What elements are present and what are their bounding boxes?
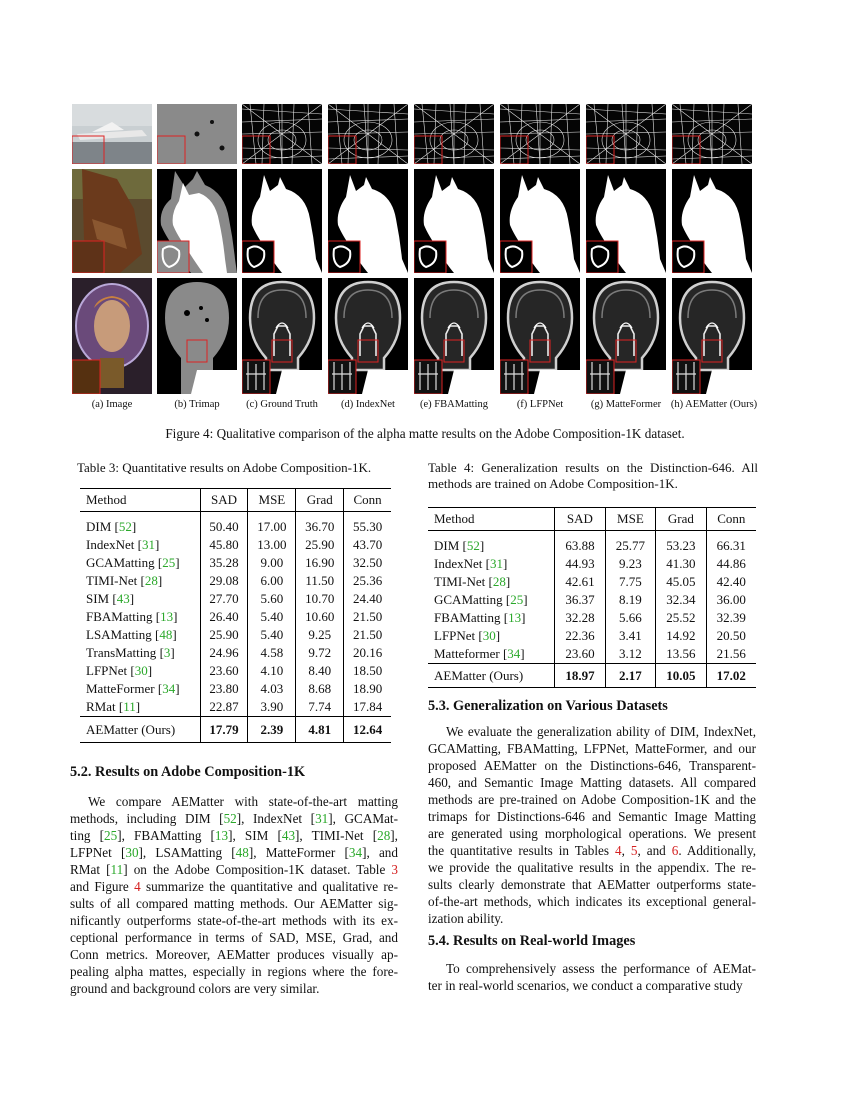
- table-cell-sad: 35.28: [200, 554, 248, 572]
- table-cell-grad: 16.90: [296, 554, 344, 572]
- table-cell-mse: 4.03: [248, 680, 296, 698]
- table-cell-conn: 24.40: [344, 590, 391, 608]
- table-cell-conn: 25.36: [344, 572, 391, 590]
- figure-column-caption: (g) MatteFormer: [590, 399, 662, 410]
- table-cell-method: FBAMatting [13]: [434, 610, 526, 625]
- table-4: [428, 507, 756, 688]
- table-cell-conn: 20.50: [706, 627, 756, 645]
- text-fragment: We evaluate the generalization ability of DIM, IndexNet,: [446, 724, 756, 739]
- method-name: TIMI-Net: [434, 574, 486, 589]
- citation-link[interactable]: 34: [162, 681, 176, 696]
- citation-link[interactable]: 13: [214, 828, 229, 843]
- text-line: [428, 723, 756, 740]
- matte-horse-lfpnet: [500, 169, 580, 273]
- text-line: [428, 977, 756, 994]
- table-header: Method: [434, 511, 475, 526]
- table-cell-conn: 12.64: [352, 721, 383, 737]
- table-header: MSE: [248, 489, 296, 512]
- table-cell-method: LFPNet [30]: [434, 628, 501, 643]
- table-cell-mse: 6.00: [248, 572, 296, 590]
- section-5-4-title: 5.4. Results on Real-world Images: [428, 933, 636, 949]
- text-fragment: To comprehensively assess the performance of AEMat-: [446, 961, 756, 976]
- text-fragment: ],: [390, 828, 398, 843]
- citation-link[interactable]: 25: [162, 555, 176, 570]
- method-name: IndexNet: [86, 537, 135, 552]
- table-header: Conn: [344, 489, 391, 512]
- text-fragment: We compare AEMatter with state-of-the-art matting: [88, 794, 398, 809]
- text-fragment: LFPNet [: [70, 845, 126, 860]
- method-name: IndexNet: [434, 556, 483, 571]
- table-cell-conn: 21.50: [344, 608, 391, 626]
- table-header: SAD: [200, 489, 248, 512]
- figure-column-caption: (h) AEMatter (Ours): [670, 399, 758, 410]
- text-line: [70, 844, 398, 861]
- table-cell-mse: 7.75: [605, 573, 655, 591]
- table-3: [80, 488, 391, 743]
- method-name: TIMI-Net: [86, 573, 138, 588]
- section-5-2-body: [70, 793, 398, 997]
- matte-horse-fbamatting: [414, 169, 494, 273]
- text-line: [428, 960, 756, 977]
- text-fragment: ceptional performance in terms of SAD, MSE, Grad, and: [70, 930, 398, 945]
- citation-link[interactable]: 48: [235, 845, 249, 860]
- table-cell-method: TIMI-Net [28]: [86, 573, 163, 588]
- table-cell-mse: 4.10: [248, 662, 296, 680]
- text-fragment: of-the-art methods, which indicates its exceptional general-: [428, 894, 756, 909]
- table-cell-method: LFPNet [30]: [86, 663, 153, 678]
- table-cell-mse: 13.00: [248, 536, 296, 554]
- table-cell-method: LSAMatting [48]: [86, 627, 177, 642]
- table-cell-sad: 26.40: [200, 608, 248, 626]
- method-name: TransMatting: [86, 645, 157, 660]
- table-cell-method: SIM [43]: [86, 591, 135, 606]
- table-cell-grad: 9.72: [296, 644, 344, 662]
- table-header: SAD: [555, 508, 605, 531]
- method-name: MatteFormer: [86, 681, 155, 696]
- table-row: [80, 626, 391, 644]
- trimap-web: [157, 104, 237, 164]
- text-fragment: ting [: [70, 828, 105, 843]
- table-cell-conn: 32.39: [706, 609, 756, 627]
- text-fragment: 460, and Semantic Image Matting datasets. All compared: [428, 775, 756, 790]
- citation-link[interactable]: 28: [377, 828, 391, 843]
- method-name: LSAMatting: [86, 627, 152, 642]
- matte-bulb-ground-truth: [242, 278, 322, 394]
- text-fragment: , and: [637, 843, 672, 858]
- table-cell-method: GCAMatting [25]: [434, 592, 528, 607]
- figure-column-caption: (c) Ground Truth: [246, 399, 318, 410]
- text-line: [428, 791, 756, 808]
- table-cell-sad: 45.80: [200, 536, 248, 554]
- text-line: [70, 946, 398, 963]
- text-line: [70, 963, 398, 980]
- matte-web-lfpnet: [500, 104, 580, 164]
- table-cell-grad: 9.25: [296, 626, 344, 644]
- table-cell-mse: 4.58: [248, 644, 296, 662]
- method-name: Matteformer: [434, 646, 500, 661]
- table-cell-conn: 43.70: [344, 536, 391, 554]
- table-cell-sad: 27.70: [200, 590, 248, 608]
- table-cell-mse: 9.00: [248, 554, 296, 572]
- table-cell-sad: 44.93: [555, 555, 605, 573]
- method-name: DIM: [86, 519, 112, 534]
- table-row-ours: [80, 717, 391, 743]
- method-name: FBAMatting: [434, 610, 501, 625]
- citation-link[interactable]: 48: [159, 627, 173, 642]
- table-cell-sad: 18.97: [565, 667, 595, 683]
- text-fragment: we provide the qualitative results in the appendix. The re-: [428, 860, 756, 875]
- table-cell-grad: 36.70: [296, 512, 344, 537]
- table-cell-conn: 21.56: [706, 645, 756, 664]
- text-line: [70, 827, 398, 844]
- text-fragment: RMat [: [70, 862, 111, 877]
- text-fragment: nificantly outperforms state-of-the-art methods with its ex-: [70, 913, 398, 928]
- table-header: Grad: [656, 508, 706, 531]
- section-5-2-title: 5.2. Results on Adobe Composition-1K: [70, 764, 306, 780]
- table-cell-sad: 22.36: [555, 627, 605, 645]
- table-cell-grad: 25.90: [296, 536, 344, 554]
- table-cell-sad: 42.61: [555, 573, 605, 591]
- table-cell-conn: 42.40: [706, 573, 756, 591]
- citation-link[interactable]: 34: [348, 845, 363, 860]
- table-cell-grad: 53.23: [656, 531, 706, 556]
- text-fragment: . Additionally,: [678, 843, 756, 858]
- table-cell-mse: 5.40: [248, 626, 296, 644]
- table-row: [80, 698, 391, 717]
- table-cell-sad: 25.90: [200, 626, 248, 644]
- text-fragment: Conn metrics. Moreover, AEMatter produces visually ap-: [70, 947, 398, 962]
- table-cell-conn: 20.16: [344, 644, 391, 662]
- text-fragment: ], SIM [: [228, 828, 282, 843]
- section-5-3-body: [428, 723, 756, 927]
- text-fragment: ] on the Adobe Composition-1K dataset. Table: [123, 862, 392, 877]
- table-cell-sad: 17.79: [209, 721, 239, 737]
- table-row: [428, 627, 756, 645]
- text-fragment: methods, including DIM [: [70, 811, 224, 826]
- table-cell-conn: 66.31: [706, 531, 756, 556]
- text-fragment: GCAMatting, FBAMatting, LFPNet, MatteFormer, and our: [428, 741, 756, 756]
- table-row: [428, 591, 756, 609]
- table-cell-mse: 5.60: [248, 590, 296, 608]
- citation-link[interactable]: 34: [507, 646, 521, 661]
- citation-link[interactable]: 25: [510, 592, 524, 607]
- text-line: [70, 861, 398, 878]
- matte-bulb-aematter: [672, 278, 752, 394]
- text-line: [428, 859, 756, 876]
- table-header: Grad: [296, 489, 344, 512]
- citation-link[interactable]: 30: [125, 845, 139, 860]
- table-cell-conn: 32.50: [344, 554, 391, 572]
- text-line: [70, 895, 398, 912]
- table-cell-mse: 9.23: [605, 555, 655, 573]
- text-line: [428, 774, 756, 791]
- citation-link[interactable]: 13: [508, 610, 522, 625]
- table-cell-mse: 5.40: [248, 608, 296, 626]
- table-cell-grad: 32.34: [656, 591, 706, 609]
- table-cell-mse: 5.66: [605, 609, 655, 627]
- citation-link[interactable]: 31: [141, 537, 155, 552]
- table-cell-conn: 44.86: [706, 555, 756, 573]
- cross-reference-link[interactable]: 6: [671, 843, 679, 858]
- cross-reference-link[interactable]: 5: [630, 843, 638, 858]
- figure-column-caption: (d) IndexNet: [341, 399, 395, 410]
- citation-link[interactable]: 52: [466, 538, 480, 553]
- table-cell-method: AEMatter (Ours): [434, 667, 524, 683]
- citation-link[interactable]: 11: [123, 699, 136, 714]
- table-cell-mse: 8.19: [605, 591, 655, 609]
- text-fragment: summarize the quantitative and qualitative re-: [140, 879, 398, 894]
- text-fragment: ground and background colors are very similar.: [70, 981, 320, 996]
- table-cell-sad: 29.08: [200, 572, 248, 590]
- matte-bulb-fbamatting: [414, 278, 494, 394]
- citation-link[interactable]: 13: [160, 609, 174, 624]
- table-cell-grad: 8.68: [296, 680, 344, 698]
- section-5-4-body: [428, 960, 756, 994]
- table-cell-sad: 23.60: [200, 662, 248, 680]
- table-row: [80, 608, 391, 626]
- text-fragment: ,: [621, 843, 631, 858]
- table-cell-mse: 3.12: [605, 645, 655, 664]
- matte-web-ground-truth: [242, 104, 322, 164]
- table-header: Method: [86, 492, 127, 507]
- matte-web-aematter: [672, 104, 752, 164]
- table-row: [428, 645, 756, 664]
- citation-link[interactable]: 43: [116, 591, 130, 606]
- method-name: DIM: [434, 538, 460, 553]
- table-cell-mse: 2.39: [260, 721, 284, 737]
- table-row: [80, 554, 391, 572]
- text-fragment: ], FBAMatting [: [117, 828, 215, 843]
- matte-web-matteformer: [586, 104, 666, 164]
- method-name: LFPNet: [434, 628, 476, 643]
- table-cell-method: AEMatter (Ours): [86, 721, 176, 737]
- method-name: SIM: [86, 591, 110, 606]
- table-cell-method: DIM [52]: [86, 519, 137, 534]
- text-line: [428, 893, 756, 910]
- table-cell-grad: 41.30: [656, 555, 706, 573]
- method-name: GCAMatting: [434, 592, 503, 607]
- table-cell-grad: 7.74: [296, 698, 344, 717]
- figure-column-caption: (b) Trimap: [174, 399, 220, 410]
- citation-link[interactable]: 28: [492, 574, 506, 589]
- figure-column-caption: (e) FBAMatting: [420, 399, 488, 410]
- table-cell-mse: 25.77: [605, 531, 655, 556]
- table-row: [80, 512, 391, 537]
- table-cell-sad: 50.40: [200, 512, 248, 537]
- table-cell-sad: 32.28: [555, 609, 605, 627]
- table-cell-sad: 63.88: [555, 531, 605, 556]
- method-name: RMat: [86, 699, 116, 714]
- table-row: [428, 609, 756, 627]
- text-fragment: ization ability.: [428, 911, 504, 926]
- table-cell-method: TIMI-Net [28]: [434, 574, 511, 589]
- text-fragment: methods are pre-trained on Adobe Composition-1K and the: [428, 792, 756, 807]
- text-line: [70, 929, 398, 946]
- text-fragment: pealing alpha mattes, especially in regions where the fore-: [70, 964, 398, 979]
- image-horse-input: [72, 169, 152, 273]
- table-cell-sad: 22.87: [200, 698, 248, 717]
- text-fragment: ], and: [362, 845, 398, 860]
- figure-column-caption: (f) LFPNet: [516, 399, 564, 410]
- table-cell-grad: 13.56: [656, 645, 706, 664]
- matte-bulb-lfpnet: [500, 278, 580, 394]
- table-cell-method: IndexNet [31]: [86, 537, 160, 552]
- text-line: [70, 793, 398, 810]
- table-cell-sad: 23.80: [200, 680, 248, 698]
- text-fragment: the quantitative results in Tables: [428, 843, 615, 858]
- table-row: [80, 680, 391, 698]
- text-fragment: ter in real-world scenarios, we conduct a comparative study: [428, 978, 743, 993]
- table-cell-sad: 24.96: [200, 644, 248, 662]
- cross-reference-link[interactable]: 4: [614, 843, 622, 858]
- table-row: [428, 573, 756, 591]
- citation-link[interactable]: 43: [281, 828, 296, 843]
- table-header: Conn: [706, 508, 756, 531]
- table-cell-method: Matteformer [34]: [434, 646, 525, 661]
- table-header: MSE: [605, 508, 655, 531]
- table-cell-grad: 11.50: [296, 572, 344, 590]
- matte-bulb-matteformer: [586, 278, 666, 394]
- method-name: GCAMatting: [86, 555, 155, 570]
- text-line: [70, 878, 398, 895]
- text-fragment: are generated using morphological operations. We present: [428, 826, 756, 841]
- table-cell-conn: 18.90: [344, 680, 391, 698]
- table-cell-method: IndexNet [31]: [434, 556, 508, 571]
- citation-link[interactable]: 52: [223, 811, 237, 826]
- cross-reference-link[interactable]: 4: [134, 879, 141, 894]
- table-3-caption: Table 3: Quantitative results on Adobe Composition-1K.: [77, 460, 372, 475]
- method-name: FBAMatting: [86, 609, 153, 624]
- text-line: [428, 876, 756, 893]
- table-cell-sad: 23.60: [555, 645, 605, 664]
- text-fragment: and Figure: [70, 879, 135, 894]
- text-fragment: ], GCAMat-: [328, 811, 398, 826]
- citation-link[interactable]: 25: [104, 828, 118, 843]
- text-fragment: ], TIMI-Net [: [295, 828, 378, 843]
- text-line: [428, 757, 756, 774]
- trimap-bulb: [157, 278, 237, 394]
- table-cell-method: DIM [52]: [434, 538, 485, 553]
- citation-link[interactable]: 11: [110, 862, 124, 877]
- table-row-ours: [428, 664, 756, 688]
- table-cell-conn: 55.30: [344, 512, 391, 537]
- image-bulb-input: [72, 278, 152, 394]
- matte-horse-matteformer: [586, 169, 666, 273]
- text-fragment: sults clearly demonstrate that AEMatter outperforms state-: [428, 877, 756, 892]
- table-row: [428, 531, 756, 556]
- text-line: [428, 740, 756, 757]
- matte-bulb-indexnet: [328, 278, 408, 394]
- table-cell-mse: 2.17: [619, 667, 642, 683]
- table-cell-mse: 3.41: [605, 627, 655, 645]
- table-cell-conn: 17.84: [344, 698, 391, 717]
- table-cell-conn: 18.50: [344, 662, 391, 680]
- section-5-3-title: 5.3. Generalization on Various Datasets: [428, 698, 668, 714]
- table-row: [80, 572, 391, 590]
- figure-column-caption: (a) Image: [91, 399, 133, 410]
- text-fragment: proposed AEMatter on the Distinctions-646, Transparent-: [428, 758, 756, 773]
- text-line: [428, 808, 756, 825]
- matte-horse-aematter: [672, 169, 752, 273]
- citation-link[interactable]: 30: [482, 628, 496, 643]
- table-cell-method: FBAMatting [13]: [86, 609, 178, 624]
- text-line: [70, 912, 398, 929]
- text-line: [70, 980, 398, 997]
- text-fragment: sults of all compared matting methods. Our AEMatter sig-: [70, 896, 398, 911]
- table-cell-method: RMat [11]: [86, 699, 141, 714]
- citation-link[interactable]: 31: [489, 556, 503, 571]
- matte-horse-indexnet: [328, 169, 408, 273]
- method-name: LFPNet: [86, 663, 128, 678]
- table-cell-conn: 17.02: [716, 667, 746, 683]
- table-cell-method: GCAMatting [25]: [86, 555, 180, 570]
- text-line: [428, 910, 756, 927]
- text-line: [428, 842, 756, 859]
- figure-caption: Figure 4: Qualitative comparison of the alpha matte results on the Adobe Composition-1K dataset.: [165, 426, 685, 441]
- text-line: [70, 810, 398, 827]
- table-row: [80, 590, 391, 608]
- text-line: [428, 825, 756, 842]
- table-row: [80, 662, 391, 680]
- text-fragment: ], MatteFormer [: [248, 845, 349, 860]
- table-cell-grad: 8.40: [296, 662, 344, 680]
- table-row: [428, 555, 756, 573]
- matte-web-fbamatting: [414, 104, 494, 164]
- image-web-input: [72, 104, 152, 164]
- citation-link[interactable]: 3: [163, 645, 171, 660]
- table-cell-mse: 17.00: [248, 512, 296, 537]
- table-cell-grad: 10.05: [666, 667, 696, 683]
- citation-link[interactable]: 30: [134, 663, 148, 678]
- text-fragment: ], IndexNet [: [236, 811, 316, 826]
- text-fragment: trimaps for Distinctions-646 and Semantic Image Matting: [428, 809, 756, 824]
- table-cell-sad: 36.37: [555, 591, 605, 609]
- table-cell-grad: 25.52: [656, 609, 706, 627]
- citation-link[interactable]: 28: [144, 573, 158, 588]
- citation-link[interactable]: 31: [315, 811, 329, 826]
- table-cell-conn: 21.50: [344, 626, 391, 644]
- table-cell-grad: 45.05: [656, 573, 706, 591]
- matte-web-indexnet: [328, 104, 408, 164]
- table-cell-grad: 10.70: [296, 590, 344, 608]
- table-cell-method: TransMatting [3]: [86, 645, 175, 660]
- trimap-horse: [157, 169, 237, 273]
- table-4-caption: Table 4: Generalization results on the Distinction-646. All methods are trained on Adobe Composition-1K.: [428, 460, 758, 491]
- table-cell-grad: 4.81: [308, 721, 332, 737]
- citation-link[interactable]: 52: [118, 519, 132, 534]
- matte-horse-ground-truth: [242, 169, 322, 273]
- table-cell-mse: 3.90: [248, 698, 296, 717]
- text-fragment: ], LSAMatting [: [138, 845, 236, 860]
- table-cell-grad: 14.92: [656, 627, 706, 645]
- table-cell-method: MatteFormer [34]: [86, 681, 180, 696]
- table-cell-conn: 36.00: [706, 591, 756, 609]
- cross-reference-link[interactable]: 3: [391, 862, 399, 877]
- table-row: [80, 536, 391, 554]
- table-row: [80, 644, 391, 662]
- table-cell-grad: 10.60: [296, 608, 344, 626]
